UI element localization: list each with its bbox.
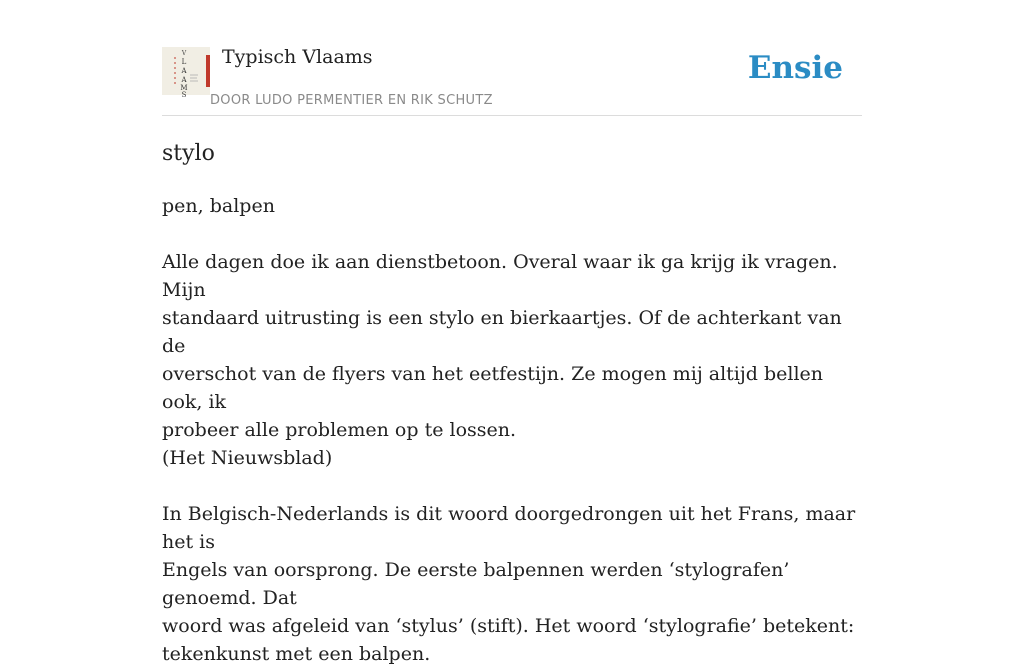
book-title-link[interactable]: Typisch Vlaams xyxy=(222,46,373,68)
svg-text:M: M xyxy=(180,84,188,92)
quote-line: probeer alle problemen op te lossen. xyxy=(162,419,517,441)
entry-content xyxy=(162,192,862,668)
article-page xyxy=(162,0,862,665)
explanation-line: Engels van oorsprong. De eerste balpennen werden ‘stylografen’ genoemd. Dat xyxy=(162,559,790,609)
svg-text:A: A xyxy=(181,76,187,84)
quote-source: (Het Nieuwsblad) xyxy=(162,447,333,469)
header xyxy=(162,0,862,116)
authors-byline: DOOR LUDO PERMENTIER EN RIK SCHUTZ xyxy=(210,93,493,108)
quote-line: standaard uitrusting is een stylo en bierkaartjes. Of de achterkant van de xyxy=(162,307,842,357)
entry-headword: stylo xyxy=(162,141,215,166)
svg-text:A: A xyxy=(181,67,187,75)
quote-line: Alle dagen doe ik aan dienstbetoon. Overal waar ik ga krijg ik vragen. Mijn xyxy=(162,251,838,301)
svg-text:V: V xyxy=(181,50,187,57)
svg-text:S: S xyxy=(181,91,187,99)
svg-text:L: L xyxy=(181,58,187,66)
book-cover-icon[interactable] xyxy=(162,47,210,99)
explanation-line: In Belgisch-Nederlands is dit woord doorgedrongen uit het Frans, maar het is xyxy=(162,503,856,553)
entry-definition: pen, balpen xyxy=(162,195,275,217)
explanation-line: woord was afgeleid van ‘stylus’ (stift). Het woord ‘stylografie’ betekent: xyxy=(162,615,855,637)
quote-line: overschot van de flyers van het eetfestijn. Ze mogen mij altijd bellen ook, ik xyxy=(162,363,824,413)
brand-logo-link[interactable]: Ensie xyxy=(747,50,843,86)
explanation-line: tekenkunst met een balpen. xyxy=(162,643,431,665)
